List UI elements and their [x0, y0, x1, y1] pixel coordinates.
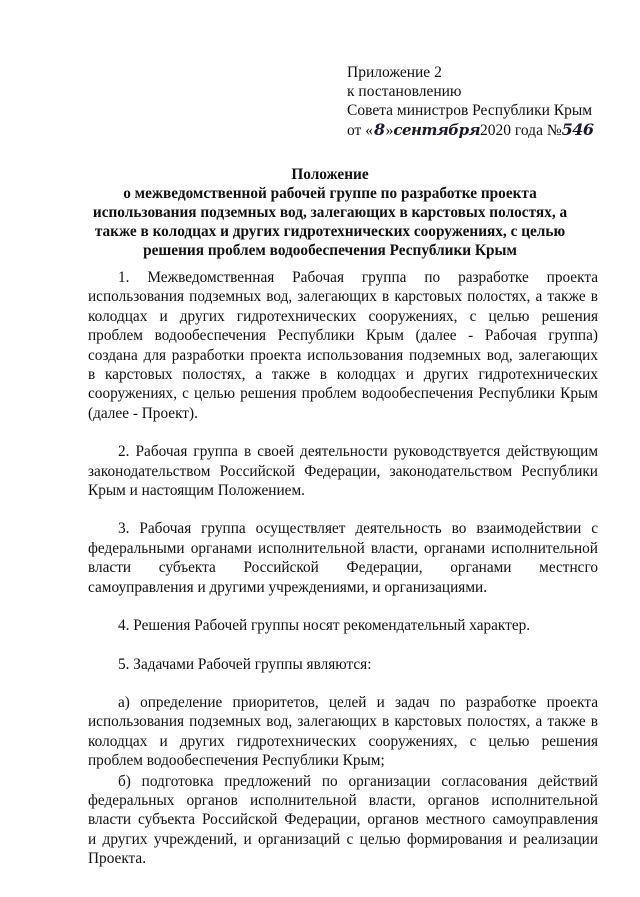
document-title — [90, 165, 570, 260]
paragraph-7-line: власти субъекта Российской Федерации, органов местного самоуправления — [88, 811, 598, 829]
paragraph-6-line: а) определение приоритетов, целей и задач по разработке проекта — [118, 693, 598, 711]
paragraph-2 — [88, 442, 598, 500]
paragraph-7-line: б) подготовка предложений по организации согласования действий — [118, 772, 598, 790]
handwritten-day: 8 — [373, 120, 385, 139]
paragraph-1 — [88, 268, 598, 423]
paragraph-1-line: использования подземных вод, залегающих в карстовых полостях, а также в — [88, 288, 598, 306]
paragraph-7-line: Проекта. — [88, 850, 147, 868]
title-line-5: решения проблем водообеспечения Республики Крым — [143, 242, 517, 259]
appendix-header — [347, 63, 607, 140]
appendix-issuer: Совета министров Республики Крым — [347, 102, 593, 119]
paragraph-6-line: колодцах и других гидротехнических сооружениях, с целью решения — [88, 732, 598, 750]
paragraph-6 — [88, 693, 598, 771]
paragraph-6-line: проблем водообеспечения Республики Крым; — [88, 752, 385, 770]
paragraph-4 — [88, 616, 598, 635]
paragraph-3-line: федеральными органами исполнительной власти, органами исполнительной — [88, 539, 598, 557]
handwritten-month: сентября — [393, 121, 481, 139]
paragraph-2-line: Крым и настоящим Положением. — [88, 482, 305, 500]
date-year: 2020 года № — [480, 122, 562, 139]
title-line-1: Положение — [291, 166, 369, 183]
paragraph-1-line: колодцах и других гидротехнических сооружениях, с целью решения — [88, 307, 598, 325]
paragraph-3 — [88, 519, 598, 597]
title-line-4: также в колодцах и других гидротехнических сооружениях, с целью — [94, 223, 566, 240]
paragraph-5-line: 5. Задачами Рабочей группы являются: — [118, 655, 372, 673]
title-line-3: использования подземных вод, залегающих в карстовых полостях, а — [92, 204, 568, 221]
paragraph-5 — [88, 655, 598, 674]
paragraph-1-line: создана для разработки проекта использования подземных вод, залегающих — [88, 346, 598, 364]
appendix-reference: к постановлению — [347, 83, 462, 100]
paragraph-3-line: власти субъекта Российской Федерации, органами местнсго — [88, 559, 598, 577]
document-body — [88, 268, 598, 869]
appendix-number: Приложение 2 — [347, 64, 442, 81]
paragraph-2-line: 2. Рабочая группа в своей деятельности руководствуется действующим — [118, 443, 598, 461]
handwritten-doc-number: 546 — [561, 120, 594, 139]
paragraph-1-line: (далее - Проект). — [88, 404, 198, 422]
paragraph-1-line: проблем водообеспечения Республики Крым (далее - Рабочая группа) — [88, 327, 598, 345]
paragraph-7 — [88, 772, 598, 869]
paragraph-1-line: сооружениях, с целью решения проблем водообеспечения Республики Крым — [88, 385, 598, 403]
date-mid: » — [385, 122, 394, 139]
paragraph-2-line: законодательством Российской Федерации, законодательством Республики — [88, 462, 598, 480]
paragraph-3-line: самоуправления и другими учреждениями, и организациями. — [88, 578, 488, 596]
paragraph-1-line: в карстовых полостях, а также в колодцах и других гидротехнических — [88, 366, 598, 384]
paragraph-4-line: 4. Решения Рабочей группы носят рекомендательный характер. — [118, 617, 531, 635]
appendix-date-line — [347, 120, 607, 140]
date-prefix: от « — [347, 122, 373, 139]
paragraph-1-line: 1. Межведомственная Рабочая группа по разработке проекта — [118, 269, 598, 286]
paragraph-3-line: 3. Рабочая группа осуществляет деятельность во взаимодействии с — [118, 520, 598, 538]
paragraph-6-line: использования подземных вод, залегающих в карстовых полостях, а также в — [88, 713, 598, 731]
paragraph-7-line: и других учреждений, и организаций с целью формирования и реализации — [88, 830, 598, 848]
title-line-2: о межведомственной рабочей группе по разработке проекта — [123, 185, 537, 202]
paragraph-7-line: федеральных органов исполнительной власти, органов исполнительной — [88, 791, 598, 809]
